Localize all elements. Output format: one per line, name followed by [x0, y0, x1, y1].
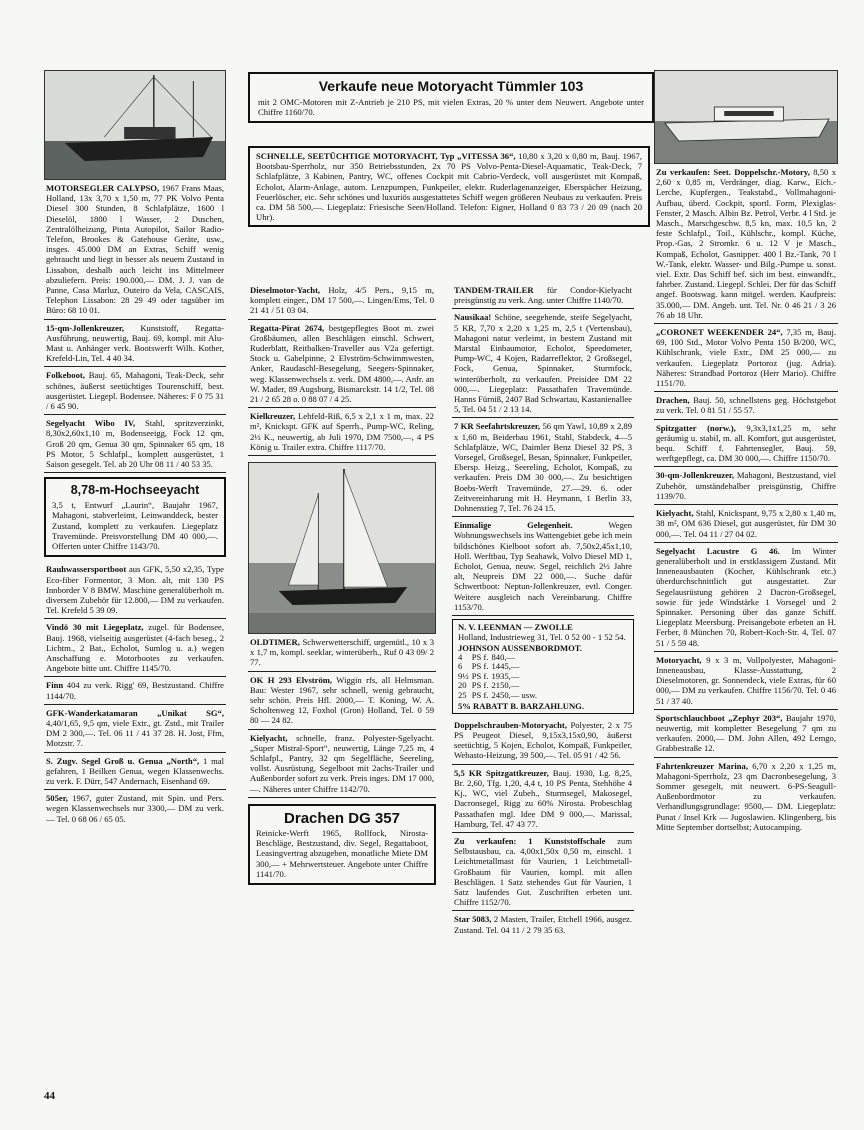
price-row: 4 PS f. 840,— [458, 651, 516, 662]
column-2 [248, 282, 436, 885]
column-1 [44, 70, 226, 827]
ad-zephyr: Sportschlauchboot „Zephyr 203“, Baujahr 1970, neuwertig, mit kompletter Besegelung 7 qm zu verkaufen. 2000,— DM. John Allen, 492 Lemgo, Grabbestraße 12. [654, 710, 838, 758]
ad-star: Star 5083, 2 Masten, Trailer, Etchell 1966, ausgez. Zustand. Tel. 04 11 / 2 79 35 63. [454, 914, 632, 935]
drachen-text: Reinicke-Werft 1965, Rollfock, Nirosta-Beschläge, Bestzustand, div. Segel, Regattaboot, Leasingvertrag abzugeben, monatliche Miete DM 300,— + Mehrwertsteuer. Angebote unter Chiffre 1141/70. [256, 827, 428, 879]
ad-vindoe: Vindö 30 mit Liegeplatz, zugel. für Bodensee, Bauj. 1968, vielseitig ausgerüstet (4-fach beseg., 2 Lichtm., 2 Bat., Echolot, Sumlog u. a.) wegen Anschaffung e. Motorbootes zu verkaufen. Angebote bitte unt. Chiffre 1145/70. [44, 619, 226, 677]
ad-fahrtenkreuzer-marina: Fahrtenkreuzer Marina, 6,70 x 2,20 x 1,25 m, Mahagoni-Sperrholz, 23 qm Dacronbesegelung, 3 Sommer gesegelt, mit neuwert. 6-PS-Seagull-Außenbordmotor zu verkaufen. Verhandlungsgrundlage: 9500,— DM. Liegeplatz: Punat / Insel Krk — Jugoslawien. Klingenberg, bis Mitte September dortselbst; Autocamping. [656, 760, 836, 832]
price-row: 6 PS f. 1445,— [458, 661, 520, 672]
ad-doppelschrauben: Doppelschrauben-Motoryacht, Polyester, 2 x 75 PS Peugeot Diesel, 9,15x3,15x0,90, äußerst seetüchtig, 5 Kojen, Echolot, Kompaß, Funkpeiler, Webasto-Heizung, 39 500,—. Tel. 05 91 / 42 56. [452, 717, 634, 765]
ad-calypso: MOTORSEGLER CALYPSO, 1967 Frans Maas, Holland, 13x 3,70 x 1,50 m, 77 PK Volvo Penta Diesel 300 Stunden, 8 Schlafplätze, 1600 l Dieselöl, 1800 l Wasser, 2 Duschen, Zentralölheizung, Pinta Autopilot, Sailor Radio-Telefon, Brookes & Gatehouse Geräte, usw., insges. 45.000 DM an Extras, Schiff wenig gebraucht und liegt in besser als neuem Zustand in Lissabon, deshalb auch leicht ins Mittelmeer abzuliefern. Preis: 190.000,— DM. J. J. van de Panne, Casa Marluz, Outeiro da Vela, CASCAIS, Telephon Lissabon: 28 29 49 oder tagsüber im Büro: 68 10 01. [44, 180, 226, 320]
ad-vitessa-box [248, 146, 650, 227]
ad-nausikaa: Nausikaa! Schöne, seegehende, steife Segelyacht, 5 KR, 7,70 x 2,20 x 1,25 m, 2,5 t (Vertensbau), Mahagoni natur verleimt, in bestem Zustand mit Marstal Einbaumotor, Echolot, Speedometer, Pump-WC, 4 Kojen, Radarreflektor, 2 Großsegel, Fock, Genua, Spinnaker, Sturmfock, winterüberholt, zu verkaufen. Preisidee DM 22 000,—. Liegeplatz: Passathafen Travemünde. Hanns Fürniß, 2407 Bad Schwartau, Kastanienallee 5, Tel. 04 51 / 2 13 14. [452, 309, 634, 418]
leenman-address: Holland, Industrieweg 31, Tel. 0 52 00 - 1 52 54. [458, 632, 626, 643]
leenman-price-table [458, 653, 540, 701]
ad-tuemmler-box [248, 72, 654, 123]
ad-jollenkreuzer-30qm: 30-qm-Jollenkreuzer, Mahagoni, Bestzustand, viel Zubehör, umständehalber preisgünstig, Chiffre 1139/70. [654, 467, 838, 505]
leenman-head: N. V. LEENMAN — ZWOLLE [458, 622, 573, 633]
ad-tandem-trailer: TANDEM-TRAILER für Condor-Kielyacht preisgünstig zu verk. Ang. unter Chiffre 1140/70. [452, 282, 634, 309]
ad-kielyacht-stahl: Kielyacht, Stahl, Knickspant, 9,75 x 2,80 x 1,40 m, 38 m², OM 636 Diesel, gut ausgerüstet, für DM 30 000,—. Tel. 04 11 / 27 04 02. [654, 505, 838, 543]
price-row: 20 PS f. 2150,— [458, 680, 520, 691]
ad-seefahrtskreuzer: 7 KR Seefahrtskreuzer, 56 qm Yawl, 10,89 x 2,89 x 1,60 m, Beiderbau 1961, Stahl, Stabdeck, 4—5 Schlafplätze, WC, Daimler Benz Diesel 32 PS, 3 Vorsegel, Großsegel, Besan, Spinnaker, Funkpeiler, Ebersp. Heizg., Seereling, Echolot, Kompaß, zu verkaufen. Preis DM 30 000,—. Zu besichtigen Boebs-Werft Travemünde, 27.—29. 6. oder Zeitvereinbarung mit H. Heymann, 1 Berlin 33, Dohnenstieg 7, Tel. 76 24 15. [452, 418, 634, 517]
drachen-title: Drachen DG 357 [284, 809, 400, 827]
tuemmler-title: Verkaufe neue Motoryacht Tümmler 103 [318, 78, 584, 94]
motorboat-photo [654, 70, 838, 164]
sailboat-photo-calypso [44, 70, 226, 180]
ad-einmalige-gelegenheit: Einmalige Gelegenheit. Wegen Wohnungswechsels ins Wattengebiet gebe ich mein bildschönes Kielboot sofort ab. 7,50x2,45x1,10, Holl. Werftbau, Typ Seahawk, Volvo Diesel MD 1, Echolot, Genua, neuw. Segel, reichlich 2½ Jahre alt, Neupreis DM 22 000,—. Suche dafür Schwertboot: Neptun-Jollenkreuzer, evtl. Conger. Weitere ausgleich nach Vereinbarung. Chiffre 1153/70. [452, 517, 634, 616]
ad-drachen-bauj50: Drachen, Bauj. 50, schnellstens geg. Höchstgebot zu verk. Tel. 0 81 51 / 55 57. [654, 392, 838, 419]
ad-katamaran: GFK-Wanderkatamaran „Unikat SG“, 4,40/1,65, 9,5 qm, viele Extr., gt. Zstd., mit Trailer DM 2 300,—. Tel. 06 11 / 41 37 28. H. Jost, Ffm, Motzstr. 7. [44, 705, 226, 753]
ad-drachen-box [248, 804, 436, 885]
ad-leenman-box [452, 619, 634, 714]
ad-oldtimer: OLDTIMER, Schwerwetterschiff, urgemütl., 10 x 3 x 1,7 m, kompl. seeklar, winterüberh., Ruf 0 43 09/ 2 77. [248, 634, 436, 672]
ad-wibo: Segelyacht Wibo IV, Stahl, spritzverzinkt, 8,30x2,60x1,10 m, Bodenseeigg, Fock 12 qm, Groß 20 qm, Genua 30 qm, Spinnaker 65 qm, 18 PS Motor, 5 Schlafpl., komplett ausgerüstet, 1 Saison gesegelt. Tel. ab 20 Uhr 08 11 / 40 53 35. [44, 415, 226, 473]
ad-hochseeyacht-box [44, 477, 226, 557]
ad-regatta-pirat: Regatta-Pirat 2674, bestgepflegtes Boot m. zwei Großbäumen, allen Beschlägen einschl. Schwert, Ruderblatt, Reitbalken-Traveller aus V2a gefertigt. Stock u. Gabelpinne, 2 Elvström-Schwimmwesten, Anker, Raudaschl-Besegelung, Seegers-Spinnaker, weg. Klassenwechsels z. verk. DM 4800,—. Anfr. an W. Mader, 89 Augsburg, Bismarckstr. 14 1/2, Tel. 08 21 / 2 65 28 o. 0 88 07 / 4 25. [248, 320, 436, 409]
ad-doppelschr-motory: Zu verkaufen: Seet. Doppelschr.-Motory, 8,50 x 2,60 x 0,85 m, Verdränger, diag. Karw., Eich.-Lerche, Kupfergen., Teakstabd., Vollmahagoni-Aufbau, überd. Cockpit, sportl. Form, Plexiglas-Fenster, 2 Masch. Albin Bz. Petrol, Verbr. 4 l Std. je Masch., Marschgeschw. 8,5 kn, max. 10,5 kn, 2 feste Schlafpl., Toil., Kühlschr., kompl. Küche, Prop.-Gas, 2 Stromkr. 6 u. 12 V je Masch., Kompaß, Echolot, Gasnipper. 400 l Bz.-Tank, 70 l W.-Tank, elektr. Wasser- und Bilg.-Pumpe u. sonst. viel. Extr. Das Schiff bef. sich im best. einwandfr., fahrber. Zustand. Liegepl. Schlei. Der für das Schiff angef. Bootswag. kann mitgel. werden. Kaufpreis: 35.000,— DM. Angeb. unt. Tel. Nr. 0 46 21 / 3 26 76 ab 18 Uhr. [654, 164, 838, 324]
price-row: 25 PS f. 2450,— usw. [458, 690, 537, 701]
ad-kunststoffschale: Zu verkaufen: 1 Kunststoffschale zum Selbstausbau, ca. 4,00x1,50x 0,50 m, einschl. 1 Leichtmetallmast für Vaurien, 1 Leichtmetall-Großbaum für Vaurien, kompl. mit allen Beschlägen. 1 Satz stehendes Gut für Vaurien, 1 Satz laufendes Gut. Zuschriften erbeten unt. Chiffre 1152/70. [452, 833, 634, 911]
leenman-sub: JOHNSON AUSSENBORDMOT. [458, 642, 582, 653]
ad-kielyacht-mistral: Kielyacht, schnelle, franz. Polyester-Sgelyacht. „Super Mistral-Sport“, neuwertig, Länge 7,25 m, 4 Schlafpl., Pantry, 32 qm Segelfläche, Seereling, vollst. Ausrüstung, Segelboot mit 2achs-Trailer und Außenborder sofort zu verk. Preis inges. DM 17 000,—. Näheres unter Chiffre 1142/70. [248, 730, 436, 798]
price-row: 9½ PS f. 1935,— [458, 670, 520, 681]
ad-coronet: „CORONET WEEKENDER 24“, 7,35 m, Bauj. 69, 100 Std., Motor Volvo Penta 150 B/200, WC, Kühlschrank, viele Extr., DM 25 000,— zu verkaufen. Liegeplatz Portoroz (jug. Adria). Näheres: Strandbad Portoroz (Herr Mario). Chiffre 1151/70. [654, 324, 838, 392]
ad-segel-north: S. Zugv. Segel Groß u. Genua „North“, 1 mal gefahren, 1 Beilken Genua, wegen Klassenwechs. zu verk. F. Dürr, 547 Andernach, Eisenhand 69. [44, 753, 226, 791]
ad-spitzgattkreuzer: 5,5 KR Spitzgattkreuzer, Bauj. 1930, Lg. 8,25, Br. 2,60, Tfg. 1,20, 4,4 t, 10 PS Penta, Stehhöhe 4 Kj., WC, viel Zubeh., Sturmsegel, Makosegel, Dacronsegel, Rigg zu 60% Nirosta. Probeschlag Passathafen mgl. Idee DM 9 000,—. Marissal, Hamburg, Tel. 47 43 77. [452, 765, 634, 833]
vitessa-head: SCHNELLE, SEETÜCHTIGE MOTORYACHT, Typ „VITESSA 36“, [256, 151, 516, 161]
column-3 [452, 282, 634, 938]
ad-spitzgatter: Spitzgatter (norw.), 9,3x3,1x1,25 m, sehr geräumig u. stabil, m. all. Komfort, gut ausgerüstet, bequ. Schiff f. Fahrtensegler, Bauj. 59, werftgepflegt, ca. DM 30 000,—. Chiffre 1150/70. [654, 420, 838, 468]
ad-lacustre: Segelyacht Lacustre G 46. Im Winter generalüberholt und in erstklassigem Zustand. Mit Inneneausbauten (Kocher, Kühlschrank etc.) überdurchschnittlich gut ausgestattet. Zur Segelausrüstung gehören 2 Dacron-Großsegel, sowie für jede Windstärke 1 Vorsegel und 2 Spinnaker. Personing über das ganze Schiff. Liegeplatz Meersburg. Preisangebote erbeten an H. Ferber, 8 München 70, Robert-Koch-Str. 4, Tel. 07 51 / 5 59 48. [654, 543, 838, 652]
page-number: 44 [44, 1090, 55, 1102]
ad-rauhwassersportboot: Rauhwassersportboot aus GFK, 5,50 x2,35, Type Eco-fiber Formentor, 3 Mon. alt, mit 130 PS Innborder V 8 BMW. Maschine generalüberholt m. diversem Zubehör für 12.800,— DM zu verkaufen. Tel. Krefeld 5 39 09. [44, 561, 226, 619]
ad-folkeboot: Folkeboot, Bauj. 65, Mahagoni, Teak-Deck, sehr schönes, äußerst seetüchtiges Tourenschiff, best. ausgerüstet. Liegepl. Bodensee. Näheres: F 0 75 31 / 6 45 90. [44, 367, 226, 415]
leenman-rabatt: 5% RABATT B. BARZAHLUNG. [458, 700, 584, 711]
tuemmler-text: mit 2 OMC-Motoren mit Z-Antrieb je 210 PS, mit vielen Extras, 20 % unter dem Neuwert. Angebote unter Chiffre 1160/70. [258, 97, 644, 118]
hochseeyacht-text: 3,5 t, Entwurf „Laurin“, Baujahr 1967, Mahagoni, stabverleimt, Leinwanddeck, bester Zustand, komplett zu verkaufen. Liegeplatz Travemünde. Preisvorstellung DM 40 000,—. Offerten unter Chiffre 1143/70. [52, 500, 218, 552]
ad-dieselmotor-yacht: Dieselmotor-Yacht, Holz, 4/5 Pers., 9,15 m, komplett einger., DM 17 500,—. Lingen/Ems, Tel. 0 21 41 / 51 03 04. [248, 282, 436, 320]
ad-505er: 505er, 1967, guter Zustand, mit Spin. und Pers. wegen Klassenwechsels nur 3300,— DM zu verk. — Tel. 0 68 06 / 65 05. [46, 793, 224, 824]
ad-jollenkreuzer-15qm: 15-qm-Jollenkreuzer, Kunststoff, Regatta-Ausführung, neuwertig, Bauj. 69, kompl. mit Alu-Mast u. Anhänger verk. Bootswerft Wilh. Kother, Krefeld-Lin, Tel. 4 40 34. [44, 320, 226, 368]
hochseeyacht-title: 8,78-m-Hochseeyacht [70, 483, 200, 498]
column-4 [654, 70, 838, 835]
sailboat-photo-oldtimer [248, 462, 436, 634]
ad-motoryacht-polyester: Motoryacht, 9 x 3 m, Vollpolyester, Mahagoni-Inneneausbau, Klasse-Ausstattung, 2 Dieselmotoren, gr. Sonnendeck, viele Extras, für 60 000,— DM zu verkaufen. Chiffre 1156/70. Tel. 0 46 51 / 37 40. [654, 652, 838, 710]
ad-ok-elvstroem: OK H 293 Elvström, Wiggin rfs, all Helmsman. Bau: Wester 1967, sehr schnell, wenig gebraucht, sehr schön. Preis Hfl. 2000,— T. Koning, W. A. Scholtenweg 12, Foxhol (Gron) Holland, Tel. 0 59 80 — 24 82. [248, 672, 436, 730]
ad-kielkreuzer: Kielkreuzer, Lehfeld-Riß, 6,5 x 2,1 x 1 m, max. 22 m², Knickspt. GFK auf Sperrh., Pump-WC, Reling, 2½ K., neuwertig, ab Juli 1970, DM 7500,—, 4 PS König u. Trailer extra. Chiffre 1117/70. [248, 408, 436, 456]
ad-finn: Finn 404 zu verk. Rigg' 69, Bestzustand. Chiffre 1144/70. [44, 677, 226, 704]
vitessa-text: 10,80 x 3,20 x 0,80 m, Bauj. 1967, Bootsbau-Sperrholz, nur 350 Betriebsstunden, 2x 70 PS Volvo-Penta-Diesel-Aquamatic, Teak-Deck, 7 Schlafplätze, 3 Kabinen, Pantry, WC, offenes Cockpit mit Cabrio-Verdeck, voll ausgerüstet mit Kompaß, Echolot, Alarm-Anlage, autom. Lenzpumpen, Funkpeiler, elektr. Ruderlagenanzeiger, Eberspächer Heizung, Feuerlöscher, etc. Sehr schönes und luxuriös ausgestattetes Schiff wegen größeren Neubaus zu verkaufen. Preis ca. DM 58 500,—. Liegeplatz: Friesische Seen/Holland. Telefon: Eigner, Holland 0 83 73 / 20 09 (nach 20 Uhr). [256, 151, 642, 223]
